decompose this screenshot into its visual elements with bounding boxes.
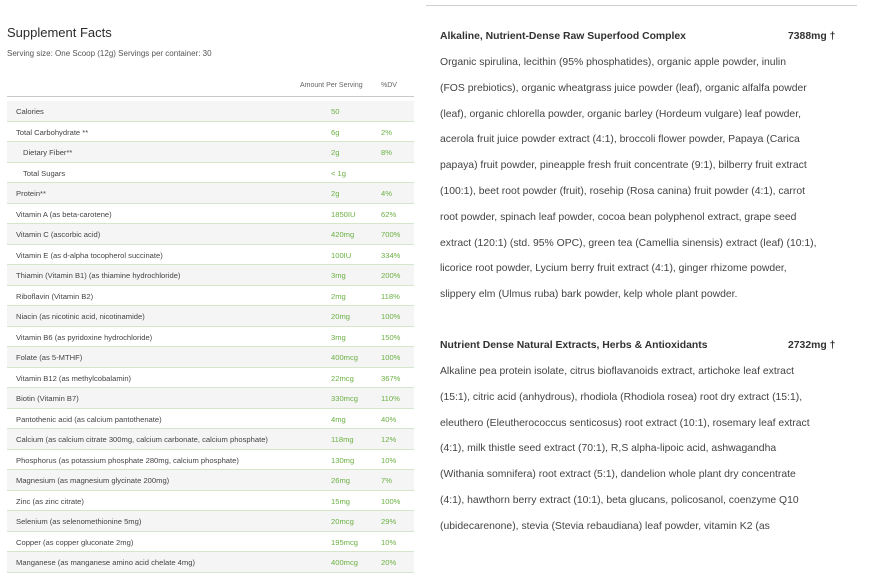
nutrient-name: Vitamin A (as beta-carotene): [16, 209, 112, 219]
nutrient-amount: 100IU: [331, 250, 352, 260]
nutrient-name: Total Sugars: [23, 168, 66, 178]
nutrient-name: Vitamin C (ascorbic acid): [16, 230, 101, 239]
nutrient-row: [7, 327, 414, 348]
ingredient-line: licorice root powder, Lycium berry fruit extract (4:1), ginger rhizome powder,: [440, 263, 787, 275]
section-title-natural-extracts: Nutrient Dense Natural Extracts, Herbs & Antioxidants: [440, 340, 708, 351]
nutrient-daily-value: 62%: [381, 209, 397, 219]
nutrient-name: Calories: [16, 107, 44, 116]
nutrient-row: [7, 265, 414, 286]
nutrient-name: Vitamin E (as d-alpha tocopherol succinate): [16, 250, 163, 260]
nutrient-amount: 50: [331, 107, 340, 116]
ingredients-panel: [426, 0, 882, 545]
nutrient-daily-value: 200%: [381, 271, 401, 280]
nutrient-amount: 26mg: [331, 476, 350, 485]
nutrient-name: Pantothenic acid (as calcium pantothenate): [16, 414, 162, 424]
nutrient-row: [7, 409, 414, 430]
nutrient-amount: 195mcg: [331, 537, 359, 547]
nutrient-amount: 400mcg: [331, 558, 359, 567]
nutrient-row: [7, 511, 414, 532]
nutrient-daily-value: 110%: [381, 394, 400, 403]
nutrient-daily-value: 367%: [381, 373, 401, 383]
nutrient-amount: 20mcg: [331, 517, 354, 526]
nutrient-row: [7, 552, 414, 573]
nutrient-daily-value: 700%: [381, 230, 401, 239]
nutrient-daily-value: 10%: [381, 537, 397, 547]
ingredient-line: (100:1), beet root powder (fruit), rosehip (Rosa canina) fruit powder (4:1), carrot: [440, 185, 805, 197]
supplement-facts-title: Supplement Facts: [7, 25, 112, 40]
ingredient-line: (FOS prebiotics), organic wheatgrass juice powder (leaf), organic alfalfa powder: [440, 82, 807, 94]
nutrient-row: [7, 224, 414, 245]
nutrient-name: Vitamin B12 (as methylcobalamin): [16, 373, 132, 383]
nutrient-daily-value: 12%: [381, 435, 397, 444]
nutrient-amount: 22mcg: [331, 373, 354, 383]
nutrient-daily-value: 7%: [381, 476, 392, 485]
ingredient-line: eleuthero (Eleutherococcus senticosus) root extract (10:1), rosemary leaf extract: [440, 417, 810, 429]
ingredient-line: papaya) fruit powder, pineapple fresh fruit concentrate (9:1), bilberry fruit extract: [440, 160, 807, 172]
nutrient-daily-value: 334%: [381, 250, 401, 260]
nutrient-daily-value: 118%: [381, 291, 400, 301]
nutrient-amount: 2mg: [331, 291, 346, 301]
nutrient-table: [7, 101, 414, 573]
section-text-natural-extracts: [440, 359, 845, 540]
nutrient-amount: 330mcg: [331, 394, 359, 403]
nutrient-daily-value: 2%: [381, 127, 392, 137]
nutrient-row: [7, 532, 414, 553]
nutrient-name: Selenium (as selenomethionine 5mg): [16, 517, 142, 526]
header-divider: [7, 96, 414, 97]
nutrient-name: Niacin (as nicotinic acid, nicotinamide): [16, 312, 145, 321]
nutrient-row: [7, 245, 414, 266]
nutrient-name: Folate (as 5-MTHF): [16, 353, 83, 362]
nutrient-daily-value: 10%: [381, 455, 397, 465]
ingredient-line: Organic spirulina, lecithin (95% phosphatides), organic apple powder, inulin: [440, 57, 786, 68]
nutrient-row: [7, 286, 414, 307]
nutrient-name: Calcium (as calcium citrate 300mg, calcium carbonate, calcium phosphate): [16, 435, 268, 444]
ingredient-line: slippery elm (Ulmus ruba) bark powder, kelp whole plant powder.: [440, 289, 738, 301]
nutrient-row: [7, 122, 414, 143]
nutrient-row: [7, 450, 414, 471]
nutrient-amount: 400mcg: [331, 353, 359, 362]
nutrient-name: Biotin (Vitamin B7): [16, 394, 79, 403]
nutrient-amount: 4mg: [331, 414, 346, 424]
nutrient-name: Total Carbohydrate **: [16, 127, 89, 137]
nutrient-name: Thiamin (Vitamin B1) (as thiamine hydrochloride): [16, 271, 181, 280]
nutrient-name: Vitamin B6 (as pyridoxine hydrochloride): [16, 332, 153, 342]
nutrient-amount: 6g: [331, 127, 340, 137]
nutrient-name: Zinc (as zinc citrate): [16, 496, 84, 506]
nutrient-amount: 118mg: [331, 435, 354, 444]
ingredient-line: acerola fruit juice powder extract (4:1), broccoli flower powder, Papaya (Carica: [440, 134, 800, 146]
nutrient-row: [7, 204, 414, 225]
top-divider: [426, 5, 857, 6]
supplement-facts-panel: [0, 0, 420, 567]
nutrient-row: [7, 388, 414, 409]
nutrient-name: Manganese (as manganese amino acid chelate 4mg): [16, 558, 195, 567]
ingredient-line: (Withania somnifera) root extract (5:1), dandelion whole plant dry concentrate: [440, 469, 796, 481]
nutrient-row: [7, 142, 414, 163]
nutrient-name: Riboflavin (Vitamin B2): [16, 291, 94, 301]
nutrient-amount: 15mg: [331, 496, 350, 506]
nutrient-amount: 130mg: [331, 455, 355, 465]
ingredient-line: root powder, spinach leaf powder, cocoa bean polyphenol extract, grape seed: [440, 211, 797, 223]
nutrient-name: Phosphorus (as potassium phosphate 280mg, calcium phosphate): [16, 455, 239, 465]
nutrient-amount: 3mg: [331, 332, 346, 342]
ingredient-line: (leaf), organic chlorella powder, organic barley (Hordeum vulgare) leaf powder,: [440, 108, 801, 120]
nutrient-daily-value: 20%: [381, 558, 397, 567]
nutrient-amount: 2g: [331, 189, 340, 198]
ingredient-line: Alkaline pea protein isolate, citrus bioflavanoids extract, artichoke leaf extract: [440, 366, 795, 377]
ingredient-line: extract (120:1) (std. 95% OPC), green tea (Camellia sinensis) extract (leaf) (10:1),: [440, 237, 817, 249]
nutrient-daily-value: 8%: [381, 148, 392, 157]
nutrient-daily-value: 29%: [381, 517, 397, 526]
nutrient-daily-value: 150%: [381, 332, 401, 342]
nutrient-name: Magnesium (as magnesium glycinate 200mg): [16, 476, 170, 485]
nutrient-row: [7, 429, 414, 450]
nutrient-daily-value: 4%: [381, 189, 392, 198]
nutrient-row: [7, 183, 414, 204]
nutrient-amount: 2g: [331, 148, 340, 157]
nutrient-daily-value: 100%: [381, 496, 401, 506]
nutrient-row: [7, 368, 414, 389]
nutrient-daily-value: 40%: [381, 414, 397, 424]
ingredient-line: (15:1), citric acid (anhydrous), rhodiola (Rhodiola rosea) root dry extract (15:1),: [440, 391, 803, 403]
nutrient-row: [7, 306, 414, 327]
nutrient-amount: 1850IU: [331, 209, 356, 219]
amount-per-serving-header: Amount Per Serving: [300, 82, 363, 89]
nutrient-daily-value: 100%: [381, 353, 401, 362]
nutrient-daily-value: 100%: [381, 312, 401, 321]
ingredient-line: (ubidecarenone), stevia (Stevia rebaudiana) leaf powder, vitamin K2 (as: [440, 520, 770, 532]
nutrient-name: Copper (as copper gluconate 2mg): [16, 537, 134, 547]
nutrient-amount: < 1g: [331, 168, 346, 178]
nutrient-name: Protein**: [16, 189, 46, 198]
nutrient-name: Dietary Fiber**: [23, 148, 73, 157]
serving-info: Serving size: One Scoop (12g) Servings per container: 30: [7, 49, 212, 58]
nutrient-amount: 3mg: [331, 271, 346, 280]
section-title-superfood-complex: Alkaline, Nutrient-Dense Raw Superfood Complex: [440, 31, 686, 42]
daily-value-header: %DV: [381, 82, 397, 89]
nutrient-row: [7, 491, 414, 512]
nutrient-row: [7, 470, 414, 491]
section-amount-natural-extracts: 2732mg †: [788, 340, 836, 351]
nutrient-row: [7, 101, 414, 122]
section-amount-superfood-complex: 7388mg †: [788, 31, 836, 42]
nutrient-row: [7, 163, 414, 184]
section-text-superfood-complex: [440, 50, 845, 308]
nutrient-row: [7, 347, 414, 368]
ingredient-line: (4:1), hawthorn berry extract (10:1), beta glucans, policosanol, coenzyme Q10: [440, 494, 799, 506]
ingredient-line: (4:1), milk thistle seed extract (70:1), R,S alpha-lipoic acid, ashwagandha: [440, 443, 777, 455]
nutrient-amount: 420mg: [331, 230, 355, 239]
nutrient-amount: 20mg: [331, 312, 350, 321]
